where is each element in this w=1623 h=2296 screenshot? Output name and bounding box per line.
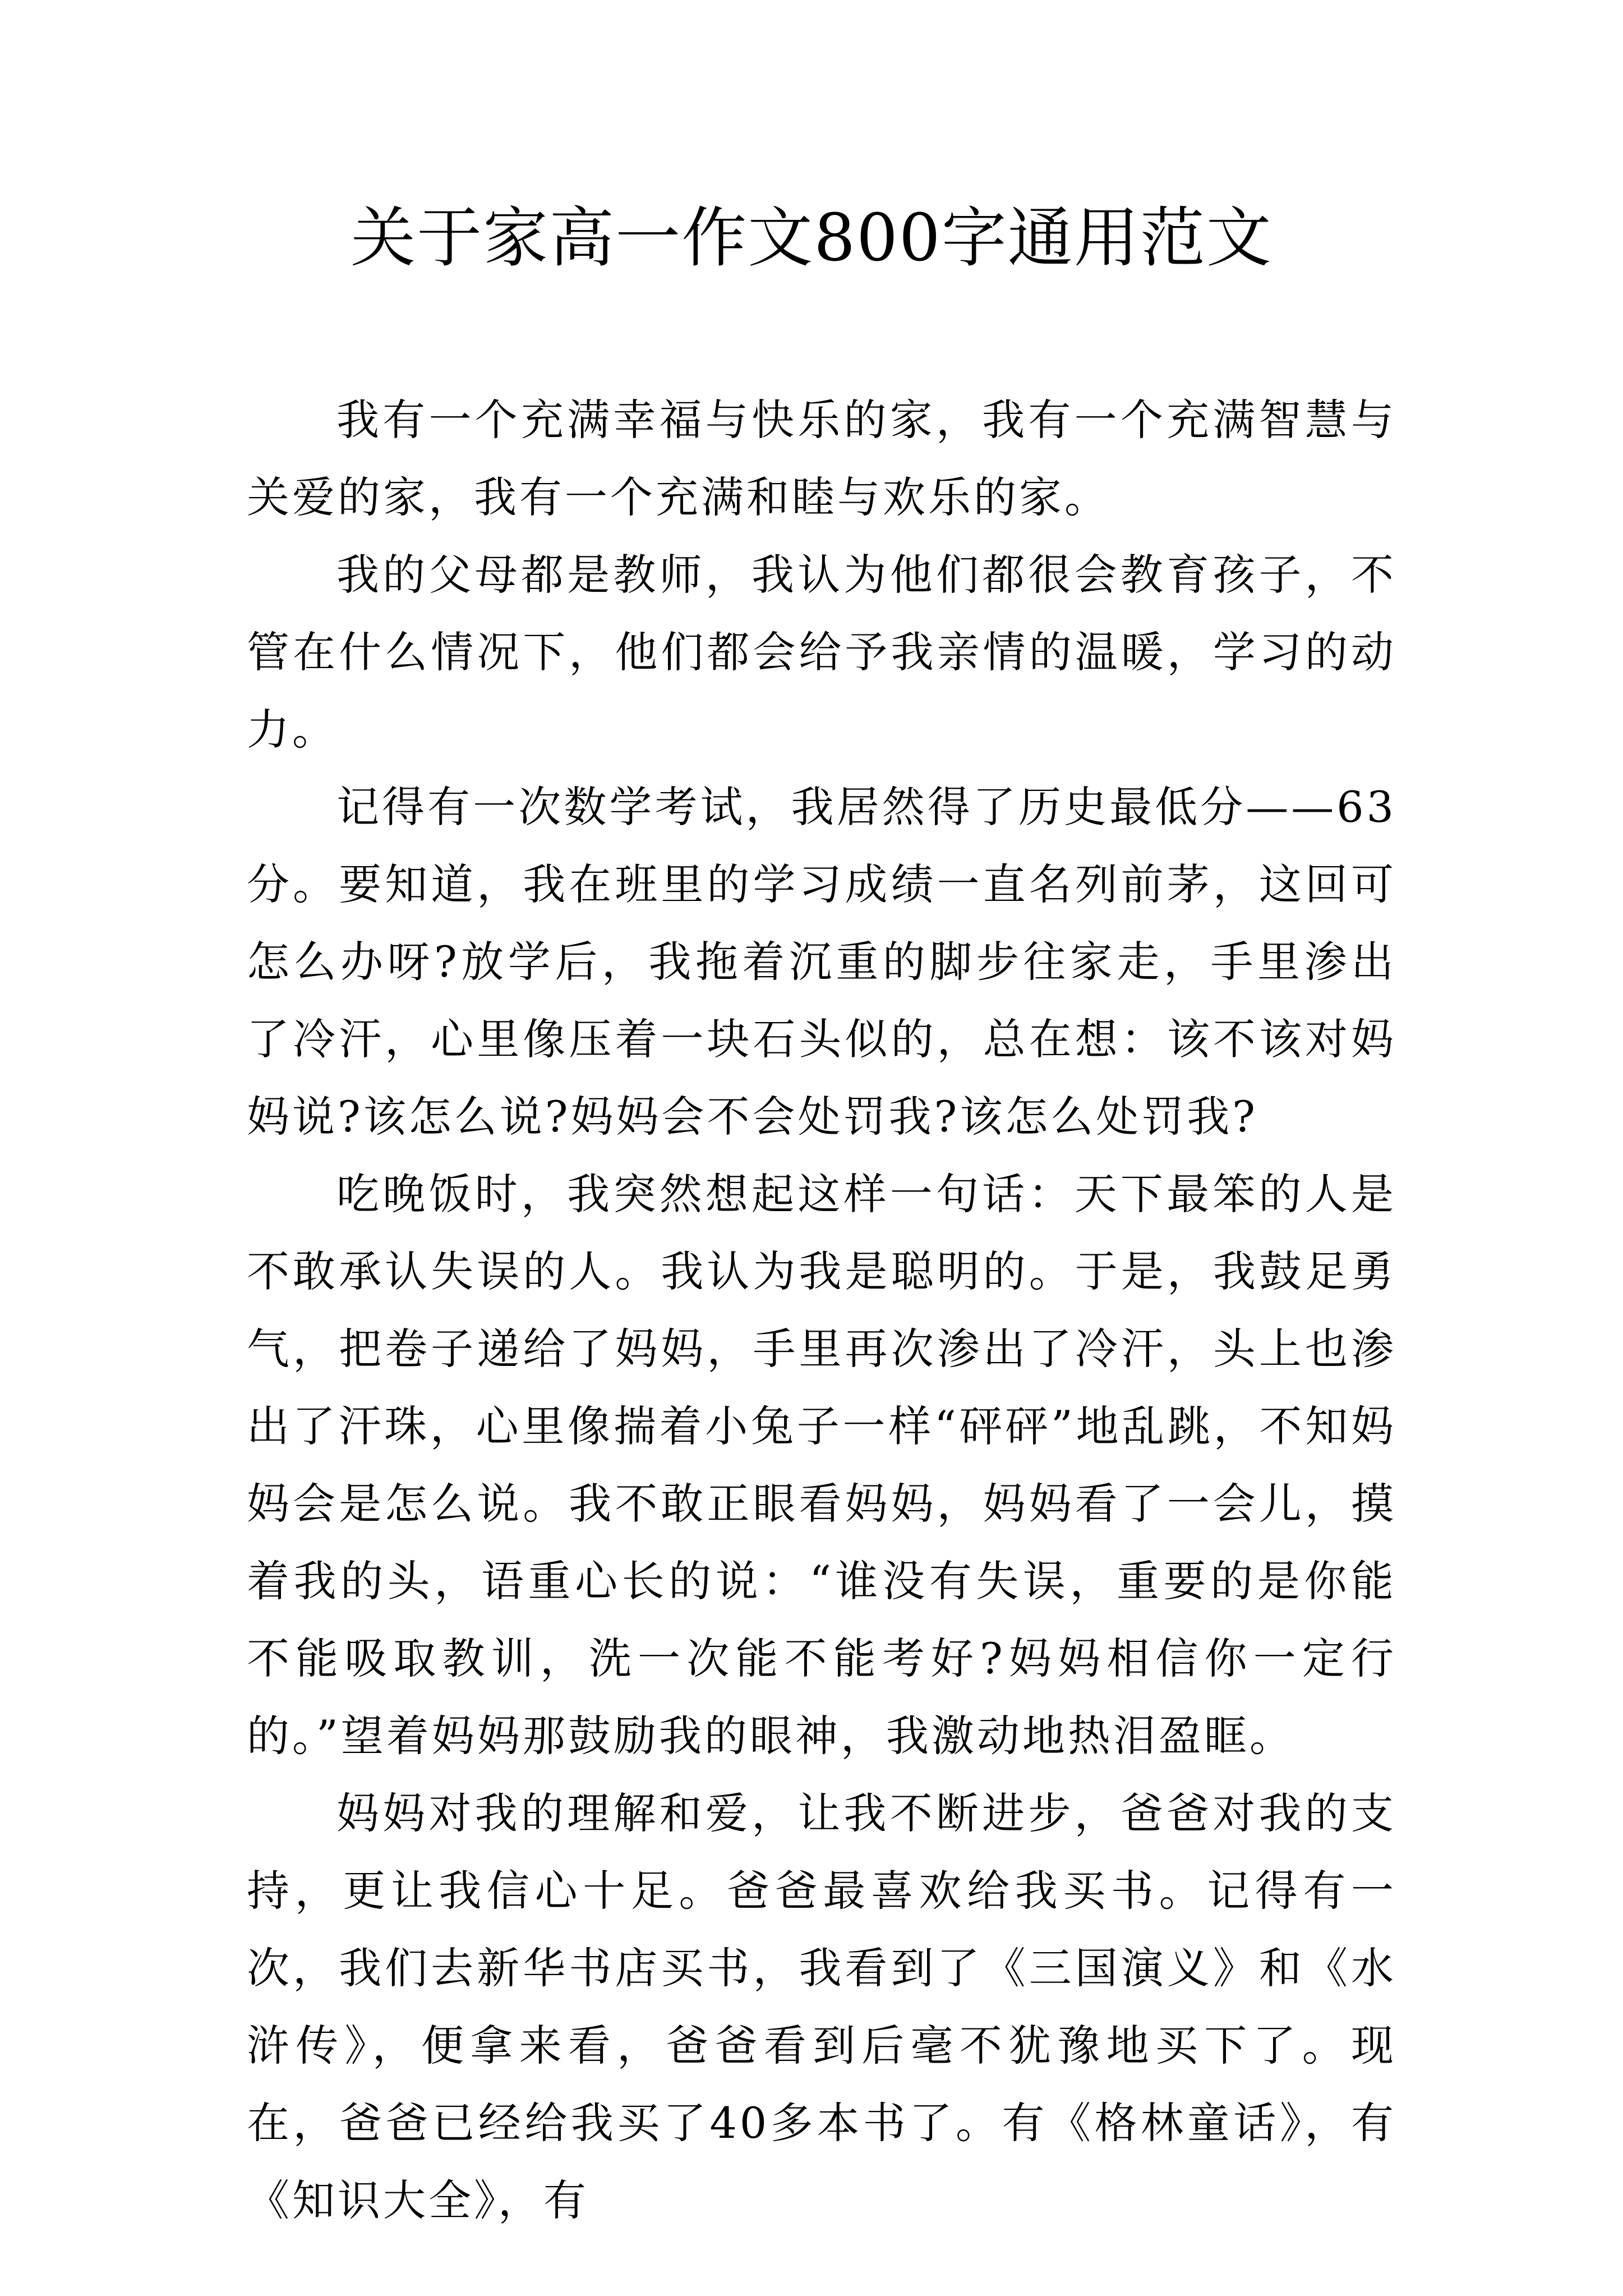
document-body bbox=[247, 381, 1396, 2239]
paragraph-3: 记得有一次数学考试，我居然得了历史最低分——63分。要知道，我在班里的学习成绩一直名列前茅，这回可怎么办呀?放学后，我拖着沉重的脚步往家走，手里渗出了冷汗，心里像压着一块石头似的，总在想：该不该对妈妈说?该怎么说?妈妈会不会处罚我?该怎么处罚我? bbox=[247, 782, 1396, 1142]
paragraph-5: 妈妈对我的理解和爱，让我不断进步，爸爸对我的支持，更让我信心十足。爸爸最喜欢给我买书。记得有一次，我们去新华书店买书，我看到了《三国演义》和《水浒传》，便拿来看，爸爸看到后毫不犹豫地买下了。现在，爸爸已经给我买了40多本书了。有《格林童话》，有《知识大全》，有 bbox=[247, 1788, 1396, 2225]
document-title: 关于家高一作文800字通用范文 bbox=[351, 200, 1272, 276]
paragraph-1: 我有一个充满幸福与快乐的家，我有一个充满智慧与关爱的家，我有一个充满和睦与欢乐的家。 bbox=[247, 395, 1396, 522]
paragraph-2: 我的父母都是教师，我认为他们都很会教育孩子，不管在什么情况下，他们都会给予我亲情的温暖，学习的动力。 bbox=[247, 550, 1396, 754]
paragraph-4: 吃晚饭时，我突然想起这样一句话：天下最笨的人是不敢承认失误的人。我认为我是聪明的。于是，我鼓足勇气，把卷子递给了妈妈，手里再次渗出了冷汗，头上也渗出了汗珠，心里像揣着小兔子一样“砰砰”地乱跳，不知妈妈会是怎么说。我不敢正眼看妈妈，妈妈看了一会儿，摸着我的头，语重心长的说：“谁没有失误，重要的是你能不能吸取教训，洗一次能不能考好?妈妈相信你一定行的。”望着妈妈那鼓励我的眼神，我激动地热泪盈眶。 bbox=[247, 1169, 1396, 1761]
